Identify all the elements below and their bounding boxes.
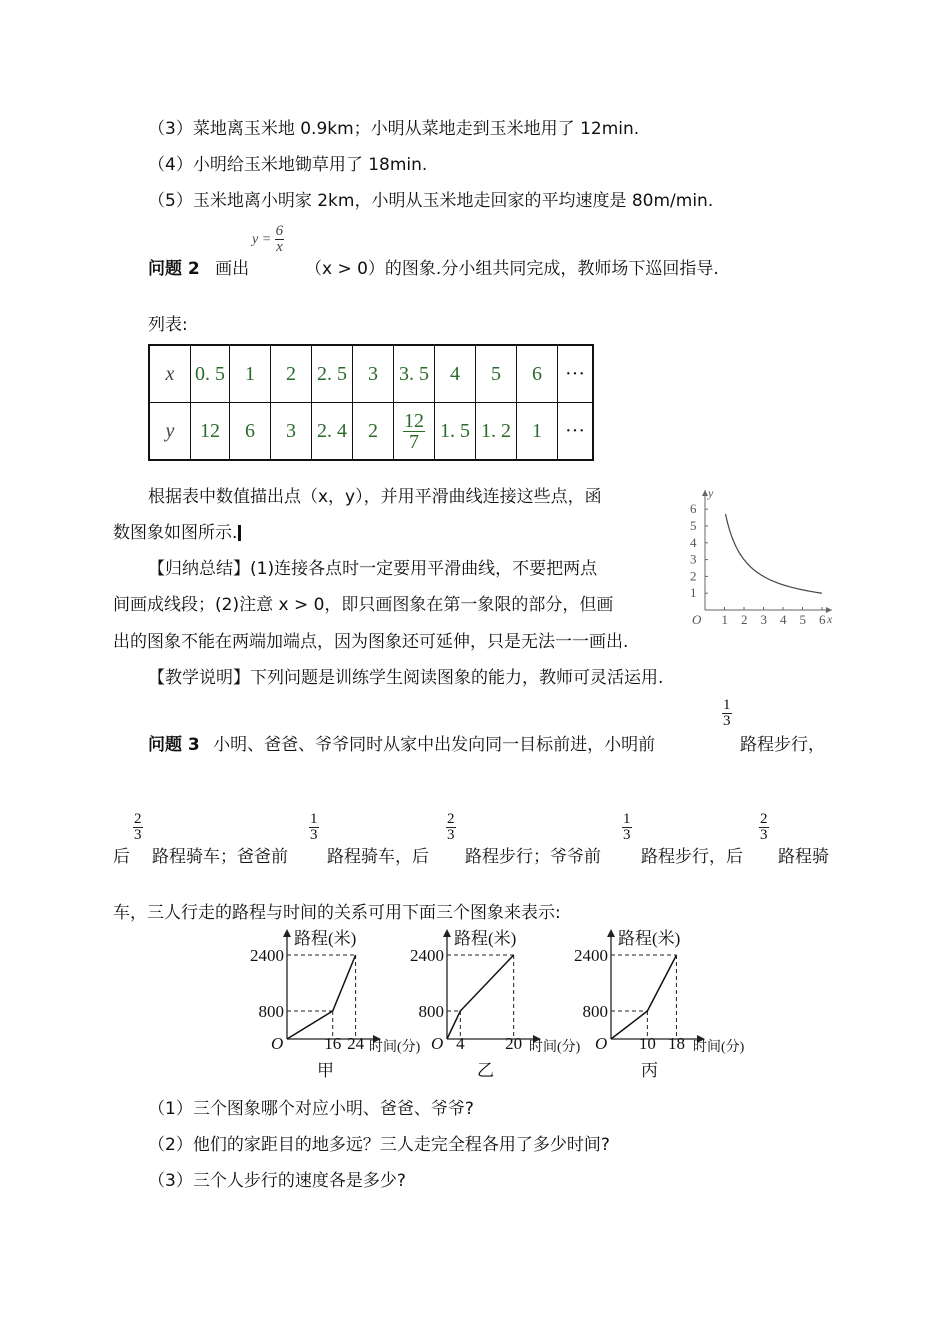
fraction-numerator: 2 (447, 811, 455, 827)
fraction-1-3 (722, 698, 732, 729)
y-tick-label: 800 (582, 1002, 608, 1021)
x-tick-label: 2 (741, 612, 748, 627)
table-cell: 3 (353, 345, 394, 403)
y-tick-label: 800 (258, 1002, 284, 1021)
fraction-denominator: 3 (760, 827, 768, 843)
table-cell: 1. 5 (435, 403, 476, 461)
fraction-1-3 (622, 812, 632, 843)
teaching-note: 【教学说明】下列问题是训练学生阅读图象的能力，教师可灵活运用. (148, 668, 664, 688)
x-tick-label: 6 (819, 612, 826, 627)
y-tick-label: 6 (690, 501, 697, 517)
y-axis-label: 路程(米) (294, 929, 357, 948)
x-tick-label: 4 (780, 612, 787, 627)
problem-2-label: 问题 2 (148, 259, 200, 279)
x-tick-label: 18 (667, 1034, 685, 1053)
table-cell: 2. 4 (312, 403, 353, 461)
problem-3-label: 问题 3 (148, 735, 200, 755)
list-label: 列表: (148, 315, 188, 335)
paragraph-line-2-text: 数图象如图所示. (113, 523, 238, 543)
problem-3-seg-e: 路程步行，后 (641, 847, 743, 867)
formula (252, 224, 284, 255)
problem-2-lead-text: 画出 (215, 259, 250, 279)
x-axis-label: x (827, 612, 833, 626)
y-tick-label: 2400 (250, 946, 284, 965)
question-1: （1）三个图象哪个对应小明、爸爸、爷爷? (148, 1099, 474, 1119)
fraction-2-3 (759, 812, 769, 843)
fraction-numerator: 2 (134, 811, 142, 827)
table-cell: 2 (353, 403, 394, 461)
problem-3-seg-c: 路程骑车，后 (327, 847, 429, 867)
fraction-denominator: 3 (447, 827, 455, 843)
x-tick-label: 10 (638, 1034, 656, 1053)
x-tick-label: 24 (347, 1034, 365, 1053)
x-tick-label: 1 (721, 612, 728, 627)
fraction-denominator: 3 (310, 827, 318, 843)
series-line (611, 955, 677, 1039)
formula-denominator: x (276, 239, 283, 255)
x-tick-label: 20 (505, 1034, 523, 1053)
y-tick-label: 2400 (410, 946, 444, 965)
problem-3-text: 小明、爸爸、爷爷同时从家中出发向同一目标前进，小明前 (213, 735, 656, 755)
y-tick-label: 2400 (574, 946, 608, 965)
x-axis-label: 时间(分) (369, 1040, 421, 1055)
x-tick-label: 3 (760, 612, 767, 627)
table-cell-fraction (394, 403, 435, 461)
paragraph-line-2 (113, 518, 241, 543)
fraction-denominator: 3 (723, 713, 731, 729)
table-cell: 12 (191, 403, 230, 461)
answer-5: （5）玉米地离小明家 2km，小明从玉米地走回家的平均速度是 80m/min. (148, 191, 714, 211)
y-tick-label: 5 (690, 518, 697, 533)
origin-label: O (595, 1034, 608, 1053)
y-axis-label: 路程(米) (618, 929, 681, 948)
table-cell: 4 (435, 345, 476, 403)
table-cell: 0. 5 (191, 345, 230, 403)
problem-3-line-3: 车，三人行走的路程与时间的关系可用下面三个图象来表示: (113, 903, 561, 923)
table-cell: 1 (517, 403, 558, 461)
chart-caption: 丙 (641, 1061, 658, 1080)
table-cell: 1. 2 (476, 403, 517, 461)
paragraph-line-1: 根据表中数值描出点（x，y），并用平滑曲线连接这些点，函 (148, 487, 602, 507)
origin-label: O (431, 1034, 444, 1053)
table-cell: ··· (558, 345, 594, 403)
answer-4: （4）小明给玉米地锄草用了 18min. (148, 155, 428, 175)
table-header-x: x (149, 345, 191, 403)
summary-line-2: 间画成线段；(2)注意 x > 0，即只画图象在第一象限的部分，但画 (113, 595, 614, 615)
problem-2-condition: （x > 0）的图象.分小组共同完成，教师场下巡回指导. (305, 259, 719, 279)
formula-lhs: y = (252, 231, 272, 247)
question-2: （2）他们的家距目的地多远？三人走完全程各用了多少时间? (148, 1135, 610, 1155)
fraction-denominator: 3 (134, 827, 142, 843)
fraction-denominator: 7 (403, 431, 425, 452)
problem-3-seg-d: 路程步行；爷爷前 (465, 847, 601, 867)
y-tick-label: 3 (690, 551, 697, 567)
chart-caption: 乙 (477, 1061, 494, 1080)
fraction-1-3 (309, 812, 319, 843)
fraction-numerator: 2 (760, 811, 768, 827)
hyperbola-curve (726, 514, 823, 593)
problem-3-line-1-end: 路程步行， (740, 735, 825, 755)
y-axis-label: 路程(米) (454, 929, 517, 948)
table-cell: 3 (271, 403, 312, 461)
problem-2-lead (148, 254, 249, 279)
problem-3-seg-f: 路程骑 (778, 847, 829, 867)
table-header-y: y (149, 403, 191, 461)
problem-3-seg-b: 路程骑车；爸爸前 (152, 847, 288, 867)
summary-line-3: 出的图象不能在两端加端点，因为图象还可延伸，只是无法一一画出. (113, 632, 629, 652)
y-tick-label: 4 (690, 534, 697, 550)
fraction-numerator: 12 (404, 409, 424, 432)
fraction-2-3 (133, 812, 143, 843)
fraction-numerator: 1 (723, 697, 731, 713)
y-axis-arrow (443, 929, 451, 937)
chart-caption: 甲 (317, 1061, 334, 1080)
table-cell: 3. 5 (394, 345, 435, 403)
table-cell: 2. 5 (312, 345, 353, 403)
fraction-2-3 (446, 812, 456, 843)
table-row-x (149, 345, 593, 403)
origin-label: O (271, 1034, 284, 1053)
x-tick-label: 5 (799, 612, 806, 627)
series-line (287, 955, 356, 1039)
answer-3: （3）菜地离玉米地 0.9km；小明从菜地走到玉米地用了 12min. (148, 119, 640, 139)
x-axis-label: 时间(分) (529, 1040, 581, 1055)
table-cell: 1 (230, 345, 271, 403)
y-tick-label: 800 (418, 1002, 444, 1021)
fraction-numerator: 1 (310, 811, 318, 827)
table-row-y (149, 403, 593, 461)
y-tick-label: 1 (690, 585, 697, 601)
table-cell: ··· (558, 403, 594, 461)
problem-3-line-1 (148, 730, 655, 755)
x-tick-label: 4 (456, 1034, 465, 1053)
x-tick-label: 16 (324, 1034, 342, 1053)
formula-fraction (275, 224, 285, 255)
hyperbola-chart (680, 484, 840, 630)
fraction-denominator: 3 (623, 827, 631, 843)
x-axis-label: 时间(分) (693, 1040, 745, 1055)
y-tick-label: 2 (690, 568, 697, 584)
problem-3-seg-a: 后 (113, 847, 130, 867)
table-cell: 2 (271, 345, 312, 403)
distance-time-charts (230, 922, 760, 1084)
y-axis-arrow (607, 929, 615, 937)
text-cursor (238, 525, 241, 541)
value-table (148, 344, 594, 461)
y-axis-arrow (283, 929, 291, 937)
question-3: （3）三个人步行的速度各是多少? (148, 1171, 406, 1191)
formula-numerator: 6 (275, 223, 284, 239)
summary-line-1: 【归纳总结】(1)连接各点时一定要用平滑曲线，不要把两点 (148, 559, 598, 579)
series-line (447, 955, 514, 1039)
y-axis-label: y (708, 486, 714, 500)
table-cell: 6 (230, 403, 271, 461)
table-cell: 5 (476, 345, 517, 403)
table-cell: 6 (517, 345, 558, 403)
origin-label: O (692, 612, 702, 627)
fraction-numerator: 1 (623, 811, 631, 827)
